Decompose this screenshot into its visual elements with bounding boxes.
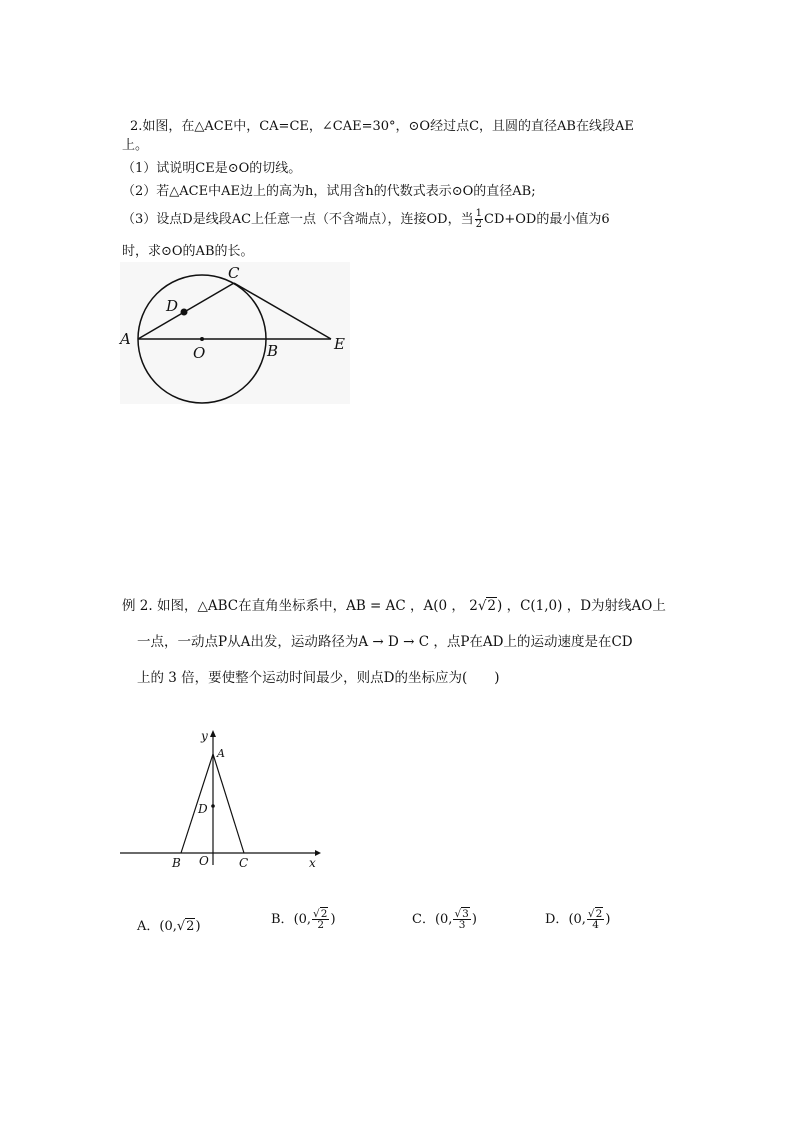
label-a: A (217, 747, 225, 760)
example2-line1-b: ) ，C(1,0) ，D为射线AO上 (497, 598, 666, 614)
option-b-sqrt: 2 (320, 908, 328, 920)
label-e: E (334, 335, 345, 353)
option-d[interactable] (545, 908, 610, 930)
y-axis-arrow-icon (210, 730, 216, 737)
problem2-question1: （1）试说明CE是⊙O的切线。 (122, 161, 302, 176)
option-a[interactable] (137, 915, 201, 934)
option-a-post: ) (195, 919, 201, 934)
option-b-pre: (0, (293, 912, 312, 927)
option-b-post: ) (330, 912, 336, 927)
label-d: D (166, 297, 179, 315)
label-x: x (309, 856, 316, 870)
circle-tangent-figure (115, 262, 355, 407)
label-b: B (172, 856, 181, 870)
option-a-pre: (0, (159, 919, 177, 934)
label-c: C (228, 264, 240, 282)
example2-line1-a: 例 2. 如图，△ABC在直角坐标系中，AB = AC ，A(0 ， 2 (122, 598, 478, 614)
label-b: B (267, 342, 279, 360)
example2-line2: 一点，一动点P从A出发，运动路径为A → D → C ，点P在AD上的运动速度是在CD (137, 634, 633, 650)
option-d-den: 4 (592, 919, 599, 931)
option-c[interactable] (412, 908, 477, 930)
label-d: D (198, 802, 208, 816)
label-y: y (201, 729, 208, 743)
radical-sign-icon: √ (313, 908, 320, 920)
q3-frac-den: 2 (475, 219, 482, 230)
problem2-question2: （2）若△ACE中AE边上的高为h，试用含h的代数式表示⊙O的直径AB; (122, 184, 536, 199)
option-a-sqrt: 2 (186, 919, 195, 934)
label-a: A (120, 330, 131, 348)
x-axis-arrow-icon (315, 850, 321, 856)
point-o (200, 337, 204, 341)
label-o: O (193, 344, 206, 362)
option-d-sqrt: 2 (595, 908, 603, 920)
option-c-pre: (0, (434, 912, 453, 927)
example2-line3: 上的 3 倍，要使整个运动时间最少，则点D的坐标应为( ) (137, 670, 500, 686)
problem2-line1-tail: 上。 (122, 138, 149, 153)
q3-postfix: CD+OD的最小值为6 (484, 212, 610, 227)
sqrt-2: 2 (487, 598, 497, 614)
option-b-letter: B． (271, 912, 294, 927)
option-c-post: ) (471, 912, 477, 927)
problem2-line1: 2.如图，在△ACE中，CA=CE，∠CAE=30°，⊙O经过点C，且圆的直径AB在线段AE (130, 119, 634, 134)
segment-ac (213, 754, 244, 853)
label-c: C (239, 856, 249, 870)
option-b-fraction (312, 909, 329, 930)
option-d-fraction (587, 909, 604, 930)
option-d-letter: D． (545, 912, 569, 927)
q3-frac-num: 1 (475, 208, 482, 219)
segment-ab (181, 754, 213, 853)
point-d (211, 804, 215, 808)
radical-sign-icon: √ (454, 908, 462, 920)
option-c-fraction (453, 909, 470, 930)
option-a-letter: A． (137, 919, 160, 934)
radical-sign-icon: √ (176, 919, 186, 934)
coordinate-figure (115, 725, 325, 875)
option-c-sqrt: 3 (462, 908, 469, 920)
q3-fraction (475, 209, 483, 230)
option-d-pre: (0, (568, 912, 586, 927)
option-b-den: 2 (317, 919, 325, 931)
problem2-question3-tail: 时，求⊙O的AB的长。 (122, 244, 254, 259)
problem2-question3 (122, 209, 610, 230)
option-b[interactable] (271, 908, 336, 930)
radical-sign-icon: √ (587, 908, 595, 920)
option-d-post: ) (605, 912, 611, 927)
label-o: O (199, 854, 209, 868)
point-d (181, 309, 188, 316)
example2-line1 (122, 597, 666, 615)
radical-sign-icon: √ (477, 598, 487, 614)
q3-prefix: （3）设点D是线段AC上任意一点（不含端点），连接OD，当 (122, 212, 474, 227)
option-c-letter: C． (412, 912, 435, 927)
option-c-den: 3 (458, 919, 466, 931)
